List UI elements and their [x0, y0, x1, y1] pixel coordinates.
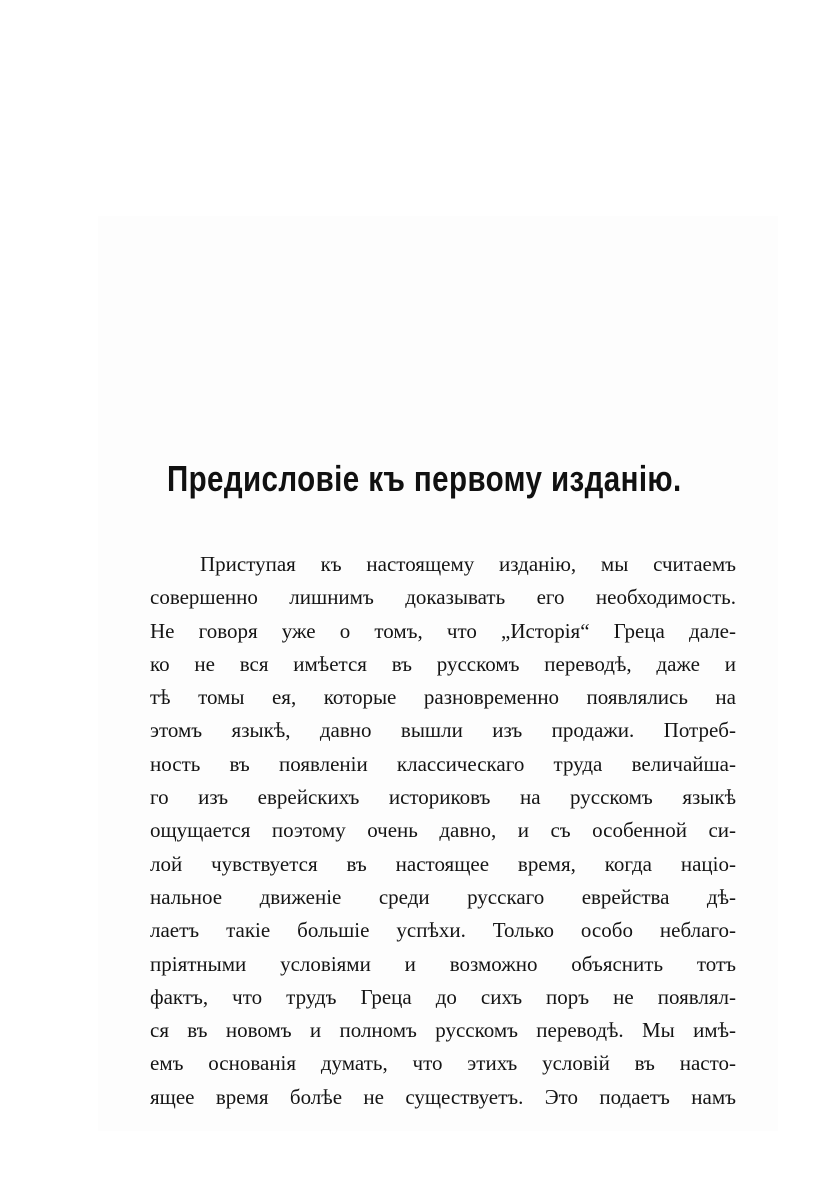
text-line: тѣ томы ея, которые разновременно появлялись на — [150, 685, 736, 710]
text-line: Приступая къ настоящему изданію, мы считаемъ — [200, 552, 736, 576]
text-line: ся въ новомъ и полномъ русскомъ переводѣ. Мы имѣ- — [150, 1018, 736, 1043]
text-line: этомъ языкѣ, давно вышли изъ продажи. Потреб- — [150, 718, 736, 743]
text-line: нальное движеніе среди русскаго еврейства дѣ- — [150, 884, 736, 909]
text-line: го изъ еврейскихъ историковъ на русскомъ языкѣ — [150, 785, 736, 810]
body-paragraph — [150, 548, 736, 1114]
text-line: ко не вся имѣется въ русскомъ переводѣ, даже и — [150, 651, 736, 676]
text-line: пріятными условіями и возможно объяснить тотъ — [150, 951, 736, 976]
text-line: совершенно лишнимъ доказывать его необходимость. — [150, 585, 736, 610]
text-line: ность въ появленіи классическаго труда величайша- — [150, 751, 736, 776]
text-line: Не говоря уже о томъ, что „Исторія“ Греца дале- — [150, 618, 736, 643]
text-line: лой чувствуется въ настоящее время, когда націо- — [150, 851, 736, 876]
page-title: Предисловіе къ первому изданію. — [166, 458, 682, 499]
text-line: емъ основанія думать, что этихъ условій въ насто- — [150, 1051, 736, 1076]
text-line: лаетъ такіе большіе успѣхи. Только особо неблаго- — [150, 918, 736, 943]
text-line: ящее время болѣе не существуетъ. Это подаетъ намъ — [150, 1084, 736, 1109]
text-line: фактъ, что трудъ Греца до сихъ поръ не появлял- — [150, 984, 736, 1009]
text-line: ощущается поэтому очень давно, и съ особенной си- — [150, 818, 736, 843]
